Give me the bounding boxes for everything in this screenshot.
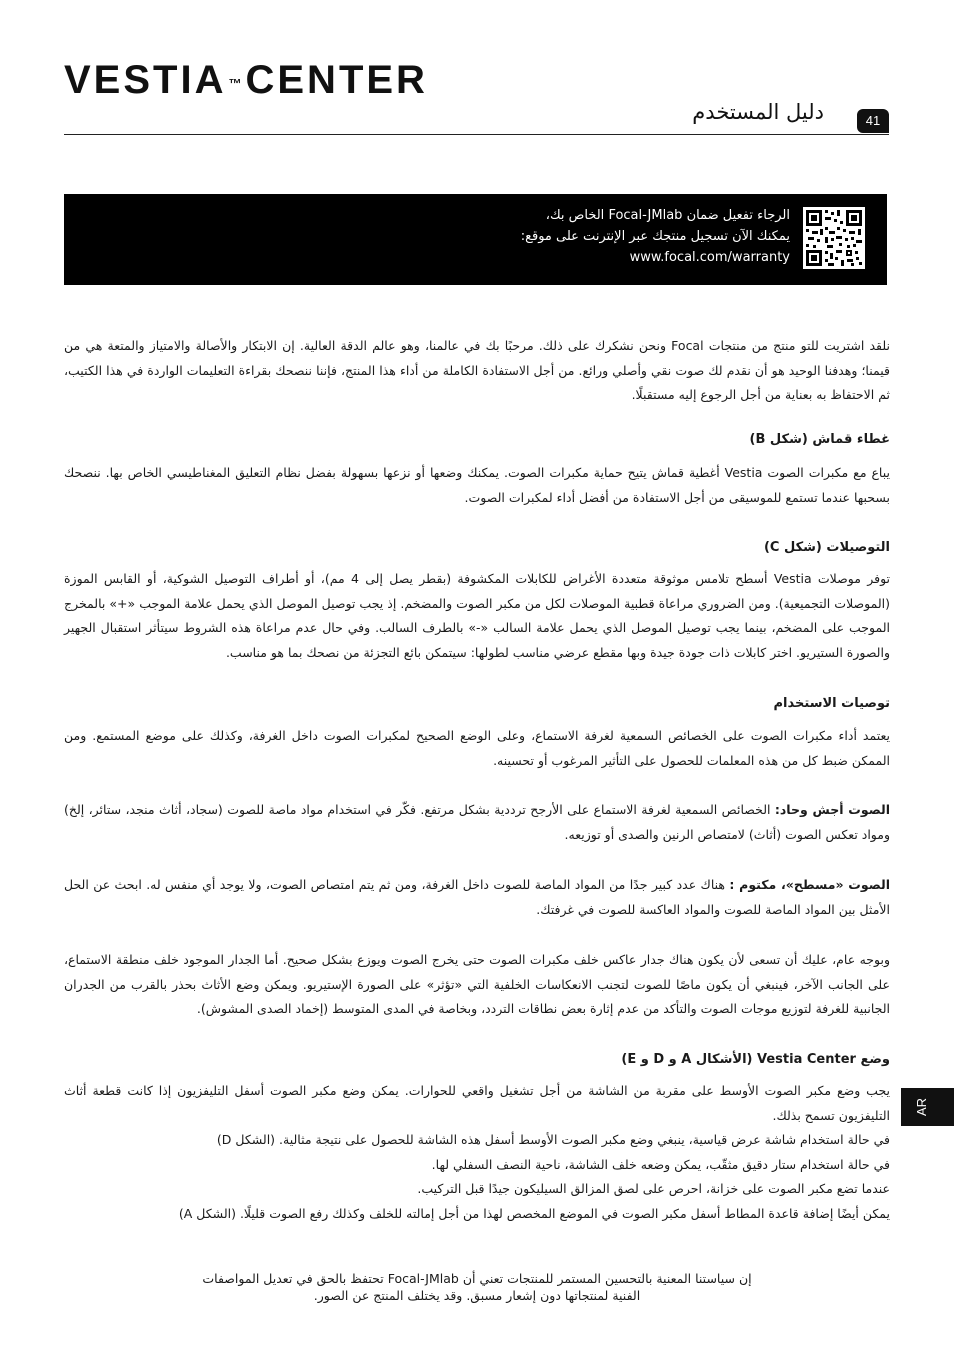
warranty-line-2: يمكنك الآن تسجيل منتجك عبر الإنترنت على موقع: (520, 229, 790, 244)
usage-heading: توصيات الاستخدام (773, 696, 890, 711)
placement-item: يجب وضع مكبر الصوت الأوسط على مقربة من الشاشة من أجل تشغيل واقعي للحوارات. يمكن وضع مكبر الصوت أسفل التليفزيون إذا كانت قطعة أثاث التليفزيون تسمح بذلك. (64, 1083, 890, 1123)
cover-paragraph: يباع مع مكبرات الصوت Vestia أغطية قماش يتيح حماية مكبرات الصوت. يمكنك وضعها أو نزعها بسهولة بفضل نظام التعليق المغناطيسي الخاص بها. ننصحك بسحبها عندما تستمع للموسيقى من أجل الاستفادة من أفضل أداء لمكبرات الصوت. (64, 465, 890, 505)
brand-suffix: CENTER (245, 58, 428, 102)
placement-item: عندما تضع مكبر الصوت على خزانة، احرص على لصق المزالق السيليكون جيدًا قبل التركيب. (417, 1181, 890, 1196)
trademark-symbol: ™ (228, 76, 242, 91)
placement-heading: وضع Vestia Center (الأشكال A و D و E) (621, 1052, 890, 1067)
page-number: 41 (857, 109, 889, 133)
warranty-url[interactable]: www.focal.com/warranty (629, 250, 790, 265)
brand-logo (64, 58, 428, 102)
harsh-sound-paragraph (64, 798, 890, 847)
connections-heading: التوصيلات (شكل C) (763, 540, 890, 555)
brand-name: VESTIA (64, 58, 227, 102)
warranty-text (320, 205, 790, 268)
placement-item: يمكن أيضًا إضافة قاعدة المطاط أسفل مكبر الصوت في الموضع المخصص لهذا من أجل إمالته للخلف وكذلك رفع الصوت قليلًا. (الشكل A) (178, 1205, 890, 1221)
harsh-sound-text: الخصائص السمعية لغرفة الاستماع على الأرجح ترددية بشكل مرتفع. فكّر في استخدام مواد ماصة للصوت (سجاد، أثاث منجد، ستائر، إلخ) ومواد تعكس الصوت (أثاث) لامتصاص الرنين والصدى أو توزيعه. (64, 802, 890, 842)
placement-item: في حالة استخدام ستار دقيق مثقّب، يمكن وضعه خلف الشاشة، ناحية النصف السفلي لها. (431, 1156, 890, 1172)
warranty-line-1: الرجاء تفعيل ضمان Focal-JMlab الخاص بك، (545, 208, 790, 223)
muffled-sound-text: هناك عدد كبير جدًا من المواد الماصة للصوت داخل الغرفة، ومن ثم يتم امتصاص الصوت، ولا يوجد أي منفس له. ابحث عن الحل الأمثل بين المواد الماصة للصوت والمواد العاكسة للصوت في غرفتك. (64, 877, 890, 917)
harsh-sound-label: الصوت أجش وحاد: (774, 802, 890, 817)
footer-line-2: الفنية لمنتجاتها دون إشعار مسبق. وقد يختلف المنتج عن الصور. (313, 1288, 641, 1303)
qr-code-icon[interactable] (803, 207, 865, 269)
general-advice-paragraph: وبوجه عام، عليك أن تسعى لأن يكون هناك جدار عاكس خلف مكبرات الصوت حتى يخرج الصوت ويوزع بشكل صحيح. أما الجدار الموجود خلف منطقة الاستماع، على الجانب الآخر، فينبغي أن يكون ماصًا للصوت لتجنب الانعكاسات الخلفية التي «تؤثر» على الصورة الإستيريو. ويمكن وضع الأثاث بحذر بالقرب من الجدران الجانبية للغرفة لتوزيع موجات الصوت والتأكد من عدم إثارة بعض نطاقات التردد، وبخاصة في المدى المتوسط (إخماد الصدى المشوش). (64, 952, 890, 1016)
placement-item: في حالة استخدام شاشة عرض قياسية، ينبغي وضع مكبر الصوت الأوسط أسفل هذه الشاشة للحصول على نتيجة مثالية. (الشكل D) (216, 1132, 890, 1147)
muffled-sound-label: الصوت «مسطح»، مكتوم : (729, 877, 890, 892)
intro-paragraph: نلقد اشتريت للتو منتج من منتجات Focal ونحن نشكرك على ذلك. مرحبًا بك في عالمنا، وهو عالم الدقة العالية. إن الابتكار والأصالة والامتياز والمتعة هي من قيمنا؛ وهدفنا الوحيد هو أن نقدم لك صوت نقي وأصلي ورائع. من أجل الاستفادة الكاملة من أداء هذا المنتج، فإننا ننصحك بقراءة التعليمات الواردة في هذا الكتيب، ثم الاحتفاظ به بعناية من أجل الرجوع إليه مستقبلًا. (64, 338, 890, 402)
placement-list (64, 1079, 890, 1226)
footer-line-1: إن سياستنا المعنية بالتحسين المستمر للمنتجات تعني أن Focal-JMlab تحتفظ بالحق في تعديل المواصفات (202, 1271, 752, 1286)
document-title: دليل المستخدم (692, 100, 824, 124)
language-tab (901, 1088, 954, 1126)
header-divider (64, 134, 889, 135)
usage-paragraph: يعتمد أداء مكبرات الصوت على الخصائص السمعية لغرفة الاستماع، وعلى الوضع الصحيح لمكبرات الصوت داخل الغرفة، وكذلك على موضع المستمع. ومن الممكن ضبط كل من هذه المعلمات للحصول على التأثير المرغوب أو تحسينه. (64, 728, 890, 768)
cover-heading: غطاء قماش (شكل B) (749, 432, 890, 447)
warranty-banner (64, 194, 887, 285)
language-tab-label: AR (914, 1097, 929, 1117)
footer-note (64, 1270, 890, 1304)
connections-paragraph: توفر موصلات Vestia أسطح تلامس موثوقة متعددة الأغراض للكابلات المكشوفة (بقطر يصل إلى 4 مم)، أو أطراف التوصيل الشوكية، أو القابس الموزة (الموصلات التجميعية). ومن الضروري مراعاة قطبية الموصلات لكل من مكبر الصوت والمضخم. إذ يجب توصيل الموصل الذي يحمل علامة الموجب «+» بالمخرج الموجب على المضخم، بينما يجب توصيل الموصل الذي يحمل علامة السالب «-» بالطرف السالب. وفي حال عدم مراعاة هذه الشروط سيتأثر استقبال الجهير والصورة الستيريو. اختر كابلات ذات جودة جيدة وبها مقطع عرضي مناسب لطولها: سيتمكن بائع التجزئة من نصحك بما هو مناسب. (64, 571, 890, 660)
muffled-sound-paragraph (64, 873, 890, 922)
